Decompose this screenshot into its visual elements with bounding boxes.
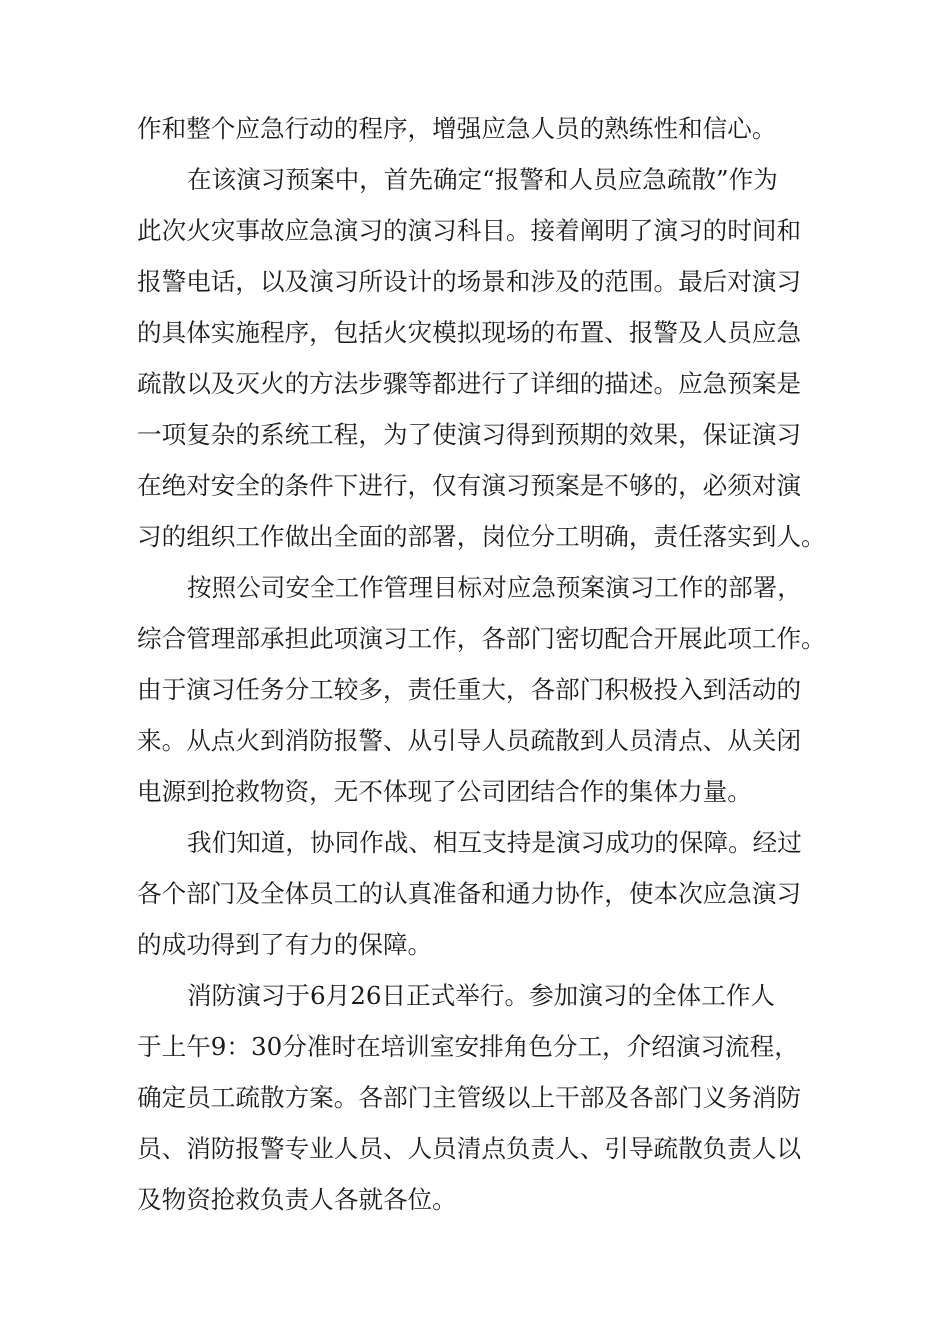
- paragraph-first-line: 按照公司安全工作管理目标对应急预案演习工作的部署，: [187, 573, 802, 602]
- text-line: 于上午9：30分准时在培训室安排角色分工，介绍演习流程，: [137, 1032, 799, 1061]
- text-line: 习的组织工作做出全面的部署，岗位分工明确，责任落实到人。: [137, 522, 826, 551]
- text-line: 在绝对安全的条件下进行，仅有演习预案是不够的，必须对演: [137, 471, 802, 500]
- text-line: 作和整个应急行动的程序，增强应急人员的熟练性和信心。: [137, 114, 777, 143]
- text-line: 报警电话，以及演习所设计的场景和涉及的范围。最后对演习: [137, 267, 802, 296]
- text-line: 各个部门及全体员工的认真准备和通力协作，使本次应急演习: [137, 879, 802, 908]
- text-line: 一项复杂的系统工程，为了使演习得到预期的效果，保证演习: [137, 420, 802, 449]
- text-line: 员、消防报警专业人员、人员清点负责人、引导疏散负责人以: [137, 1134, 802, 1163]
- paragraph-first-line: 在该演习预案中，首先确定“报警和人员应急疏散”作为: [187, 165, 778, 194]
- text-line: 此次火灾事故应急演习的演习科目。接着阐明了演习的时间和: [137, 216, 802, 245]
- document-body: [137, 103, 837, 1225]
- text-line: 综合管理部承担此项演习工作，各部门密切配合开展此项工作。: [137, 624, 826, 653]
- text-line: 及物资抢救负责人各就各位。: [137, 1185, 457, 1214]
- text-line: 来。从点火到消防报警、从引导人员疏散到人员清点、从关闭: [137, 726, 802, 755]
- text-line: 由于演习任务分工较多，责任重大，各部门积极投入到活动的: [137, 675, 802, 704]
- text-line: 确定员工疏散方案。各部门主管级以上干部及各部门义务消防: [137, 1083, 802, 1112]
- paragraph-first-line: 消防演习于6月26日正式举行。参加演习的全体工作人: [187, 981, 776, 1010]
- paragraph-first-line: 我们知道，协同作战、相互支持是演习成功的保障。经过: [187, 828, 802, 857]
- text-line: 的成功得到了有力的保障。: [137, 930, 433, 959]
- text-line: 的具体实施程序，包括火灾模拟现场的布置、报警及人员应急: [137, 318, 802, 347]
- text-line: 电源到抢救物资，无不体现了公司团结合作的集体力量。: [137, 777, 752, 806]
- text-line: 疏散以及灭火的方法步骤等都进行了详细的描述。应急预案是: [137, 369, 802, 398]
